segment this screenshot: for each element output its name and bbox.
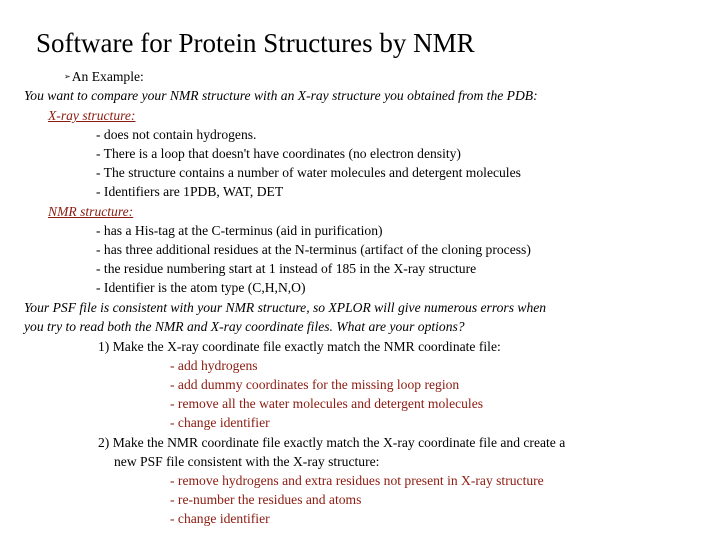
option2-item: - change identifier xyxy=(170,511,270,526)
nmr-item: - Identifier is the atom type (C,H,N,O) xyxy=(96,280,306,295)
intro-label: An Example: xyxy=(71,69,144,84)
intro-text: You want to compare your NMR structure with an X-ray structure you obtained from the PDB: xyxy=(24,88,538,103)
option2-item: - remove hydrogens and extra residues not present in X-ray structure xyxy=(170,473,544,488)
nmr-heading: NMR structure: xyxy=(48,204,134,219)
option2-label-cont: new PSF file consistent with the X-ray structure: xyxy=(114,454,380,469)
xray-item: - Identifiers are 1PDB, WAT, DET xyxy=(96,184,284,199)
option1-item: - change identifier xyxy=(170,415,270,430)
nmr-item: - the residue numbering start at 1 instead of 185 in the X-ray structure xyxy=(96,261,477,276)
psf-text-line: you try to read both the NMR and X-ray coordinate files. What are your options? xyxy=(24,319,465,334)
xray-item: - does not contain hydrogens. xyxy=(96,127,257,142)
arrow-bullet-icon: ➢ xyxy=(64,72,71,81)
slide-title: Software for Protein Structures by NMR xyxy=(36,28,475,58)
option1-item: - remove all the water molecules and detergent molecules xyxy=(170,396,484,411)
nmr-item: - has a His-tag at the C-terminus (aid in purification) xyxy=(96,223,383,238)
option2-label: 2) Make the NMR coordinate file exactly match the X-ray coordinate file and create a xyxy=(98,435,566,450)
intro-bullet xyxy=(64,67,144,86)
option1-item: - add dummy coordinates for the missing loop region xyxy=(170,377,460,392)
psf-text-line: Your PSF file is consistent with your NMR structure, so XPLOR will give numerous errors when xyxy=(24,300,547,315)
nmr-item: - has three additional residues at the N-terminus (artifact of the cloning process) xyxy=(96,242,531,257)
option2-item: - re-number the residues and atoms xyxy=(170,492,362,507)
option1-label: 1) Make the X-ray coordinate file exactly match the NMR coordinate file: xyxy=(98,339,501,354)
xray-item: - The structure contains a number of water molecules and detergent molecules xyxy=(96,165,521,180)
xray-heading: X-ray structure: xyxy=(48,108,136,123)
xray-item: - There is a loop that doesn't have coordinates (no electron density) xyxy=(96,146,461,161)
option1-item: - add hydrogens xyxy=(170,358,258,373)
